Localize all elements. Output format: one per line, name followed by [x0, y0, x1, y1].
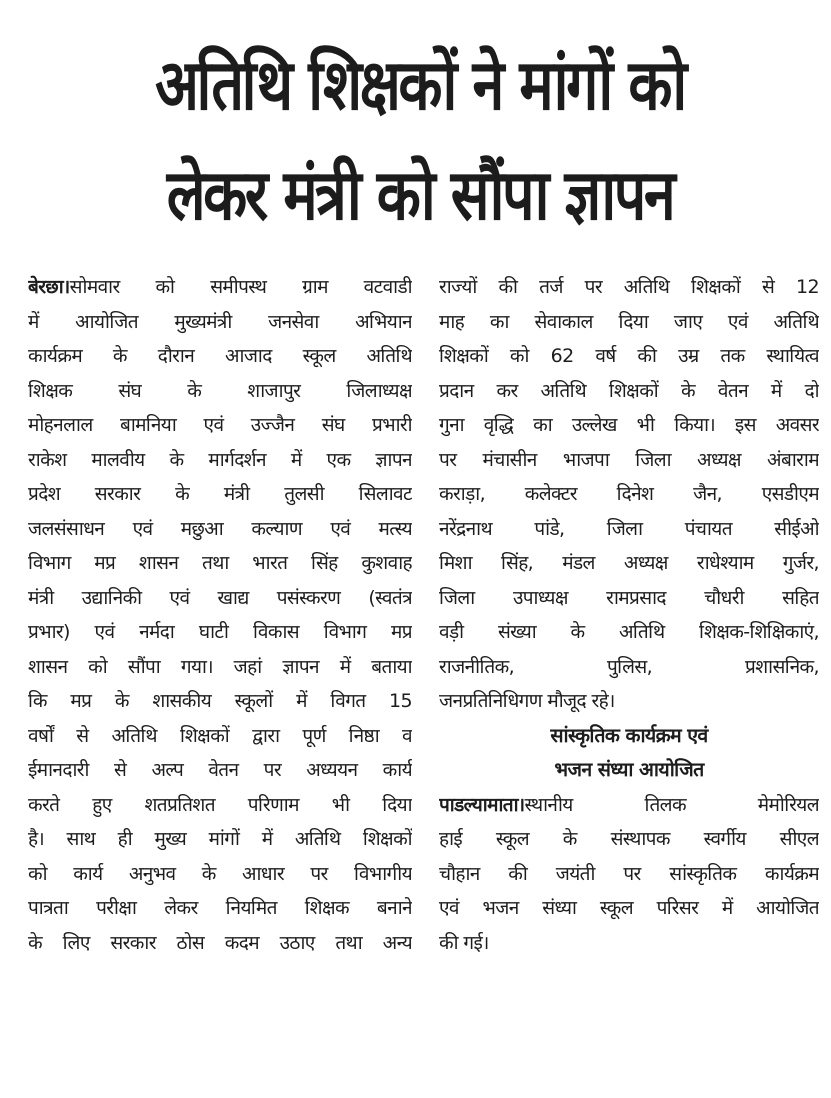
- body-line: हाई स्कूल के संस्थापक स्वर्गीय सीएल: [439, 828, 819, 850]
- body-line: पात्रता परीक्षा लेकर नियमित शिक्षक बनाने: [28, 897, 412, 919]
- headline-line-1: अतिथि शिक्षकों ने मांगों को: [155, 44, 685, 126]
- body-line: को कार्य अनुभव के आधार पर विभागीय: [28, 862, 412, 885]
- body-text: सोमवार को समीपस्थ ग्राम वटवाडी: [69, 276, 412, 298]
- dateline: पाडल्यामाता।: [439, 793, 525, 816]
- body-line: शिक्षक संघ के शाजापुर जिलाध्यक्ष: [28, 379, 412, 402]
- body-line: राजनीतिक, पुलिस, प्रशासनिक,: [439, 655, 819, 678]
- subheading-line-2: भजन संध्या आयोजित: [554, 758, 704, 781]
- body-text: स्थानीय तिलक मेमोरियल: [524, 793, 819, 816]
- body-line: जनप्रतिनिधिगण मौजूद रहे।: [439, 690, 615, 712]
- body-line: मिशा सिंह, मंडल अध्यक्ष राधेश्याम गुर्जर,: [439, 552, 819, 574]
- body-line: विभाग मप्र शासन तथा भारत सिंह कुशवाह: [28, 552, 412, 574]
- right-column: [439, 270, 819, 960]
- body-line: प्रदेश सरकार के मंत्री तुलसी सिलावट: [28, 483, 412, 505]
- body-line: शिक्षकों को 62 वर्ष की उम्र तक स्थायित्व: [439, 345, 819, 367]
- dateline: बेरछा।: [28, 276, 70, 298]
- body-line: कि मप्र के शासकीय स्कूलों में विगत 15: [28, 690, 412, 712]
- body-line: में आयोजित मुख्यमंत्री जनसेवा अभियान: [28, 310, 412, 333]
- body-line: जलसंसाधन एवं मछुआ कल्याण एवं मत्स्य: [28, 517, 412, 540]
- body-line: प्रदान कर अतिथि शिक्षकों के वेतन में दो: [439, 379, 819, 402]
- body-line: के लिए सरकार ठोस कदम उठाए तथा अन्य: [28, 931, 412, 954]
- subheading-line-1: सांस्कृतिक कार्यक्रम एवं: [550, 723, 708, 747]
- body-line: करते हुए शतप्रतिशत परिणाम भी दिया: [28, 793, 412, 816]
- body-line: माह का सेवाकाल दिया जाए एवं अतिथि: [439, 310, 819, 333]
- body-line: कार्यक्रम के दौरान आजाद स्कूल अतिथि: [28, 345, 412, 367]
- body-line: चौहान की जयंती पर सांस्कृतिक कार्यक्रम: [439, 862, 819, 885]
- body-line: मंत्री उद्यानिकी एवं खाद्य पसंस्करण (स्वतंत्र: [28, 586, 412, 609]
- body-line: पर मंचासीन भाजपा जिला अध्यक्ष अंबाराम: [439, 448, 819, 471]
- body-line: मोहनलाल बामनिया एवं उज्जैन संघ प्रभारी: [28, 414, 412, 436]
- body-line: नरेंद्रनाथ पांडे, जिला पंचायत सीईओ: [439, 517, 819, 540]
- body-line: [439, 788, 819, 823]
- headline-line-2: लेकर मंत्री को सौंपा ज्ञापन: [166, 154, 674, 236]
- body-line: राज्यों की तर्ज पर अतिथि शिक्षकों से 12: [439, 276, 819, 298]
- body-line: प्रभार) एवं नर्मदा घाटी विकास विभाग मप्र: [28, 621, 412, 643]
- body-line: राकेश मालवीय के मार्गदर्शन में एक ज्ञापन: [28, 448, 412, 471]
- body-line: ईमानदारी से अल्प वेतन पर अध्ययन कार्य: [28, 759, 412, 781]
- body-line: गुना वृद्धि का उल्लेख भी किया। इस अवसर: [439, 414, 819, 436]
- body-line: वड़ी संख्या के अतिथि शिक्षक-शिक्षिकाएं,: [439, 621, 819, 643]
- body-line: वर्षों से अतिथि शिक्षकों द्वारा पूर्ण निष्ठा व: [28, 724, 412, 747]
- left-column: [28, 270, 412, 960]
- body-line: [28, 270, 412, 305]
- body-line: एवं भजन संध्या स्कूल परिसर में आयोजित: [439, 897, 819, 919]
- body-line: जिला उपाध्यक्ष रामप्रसाद चौधरी सहित: [439, 586, 819, 609]
- body-line: शासन को सौंपा गया। जहां ज्ञापन में बताया: [28, 655, 412, 678]
- body-line: कराड़ा, कलेक्टर दिनेश जैन, एसडीएम: [439, 483, 819, 505]
- body-line: की गई।: [439, 931, 489, 954]
- body-line: है। साथ ही मुख्य मांगों में अतिथि शिक्षकों: [28, 828, 412, 850]
